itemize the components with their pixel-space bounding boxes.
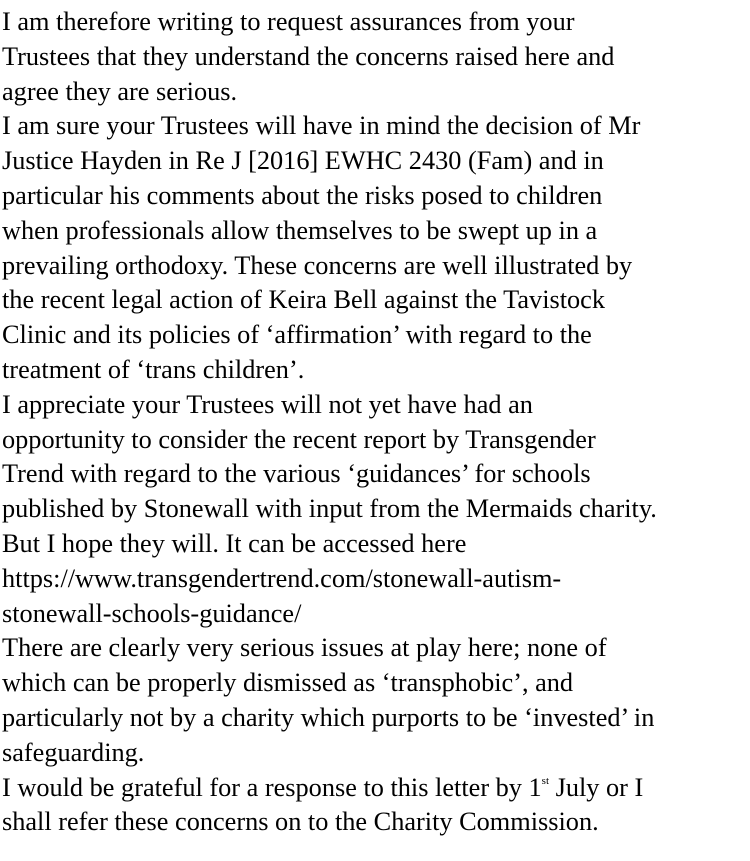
text-line: published by Stonewall with input from the Mermaids charity. [2,494,657,524]
text-line [2,771,750,806]
text-line: Justice Hayden in Re J [2016] EWHC 2430 (Fam) and in [2,146,604,176]
report-url-line: stonewall-schools-guidance/ [2,598,302,628]
paragraph-assurances [2,5,750,109]
text-line: prevailing orthodoxy. These concerns are well illustrated by [2,250,633,280]
text-line: particularly not by a charity which purports to be ‘invested’ in [2,702,655,732]
text-line: I am sure your Trustees will have in mind the decision of Mr [2,111,641,141]
paragraph-serious-issues [2,631,750,770]
paragraph-hayden-ruling [2,109,750,387]
closing-text-before: I would be grateful for a response to this letter by 1 [2,772,542,802]
text-line: the recent legal action of Keira Bell against the Tavistock [2,285,606,315]
text-line: which can be properly dismissed as ‘transphobic’, and [2,668,574,698]
text-line: There are clearly very serious issues at play here; none of [2,633,607,663]
report-url-line: https://www.transgendertrend.com/stonewall-autism- [2,563,562,593]
text-line: particular his comments about the risks posed to children [2,180,603,210]
text-line: when professionals allow themselves to be swept up in a [2,215,598,245]
text-line: Clinic and its policies of ‘affirmation’ with regard to the [2,320,592,350]
text-line: shall refer these concerns on to the Charity Commission. [2,807,599,837]
text-line: opportunity to consider the recent report by Transgender [2,424,596,454]
text-line: Trustees that they understand the concerns raised here and [2,41,615,71]
text-line: I am therefore writing to request assurances from your [2,7,575,36]
text-line: Trend with regard to the various ‘guidances’ for schools [2,459,591,489]
text-line: treatment of ‘trans children’. [2,354,305,384]
text-line: safeguarding. [2,737,145,767]
paragraph-closing-request [2,771,750,841]
paragraph-transgender-trend-report [2,388,750,632]
text-line: I appreciate your Trustees will not yet have had an [2,389,533,419]
text-line: agree they are serious. [2,76,238,106]
ordinal-superscript: st [541,774,550,787]
closing-text-after: July or I [549,772,644,802]
text-line: But I hope they will. It can be accessed here [2,528,467,558]
